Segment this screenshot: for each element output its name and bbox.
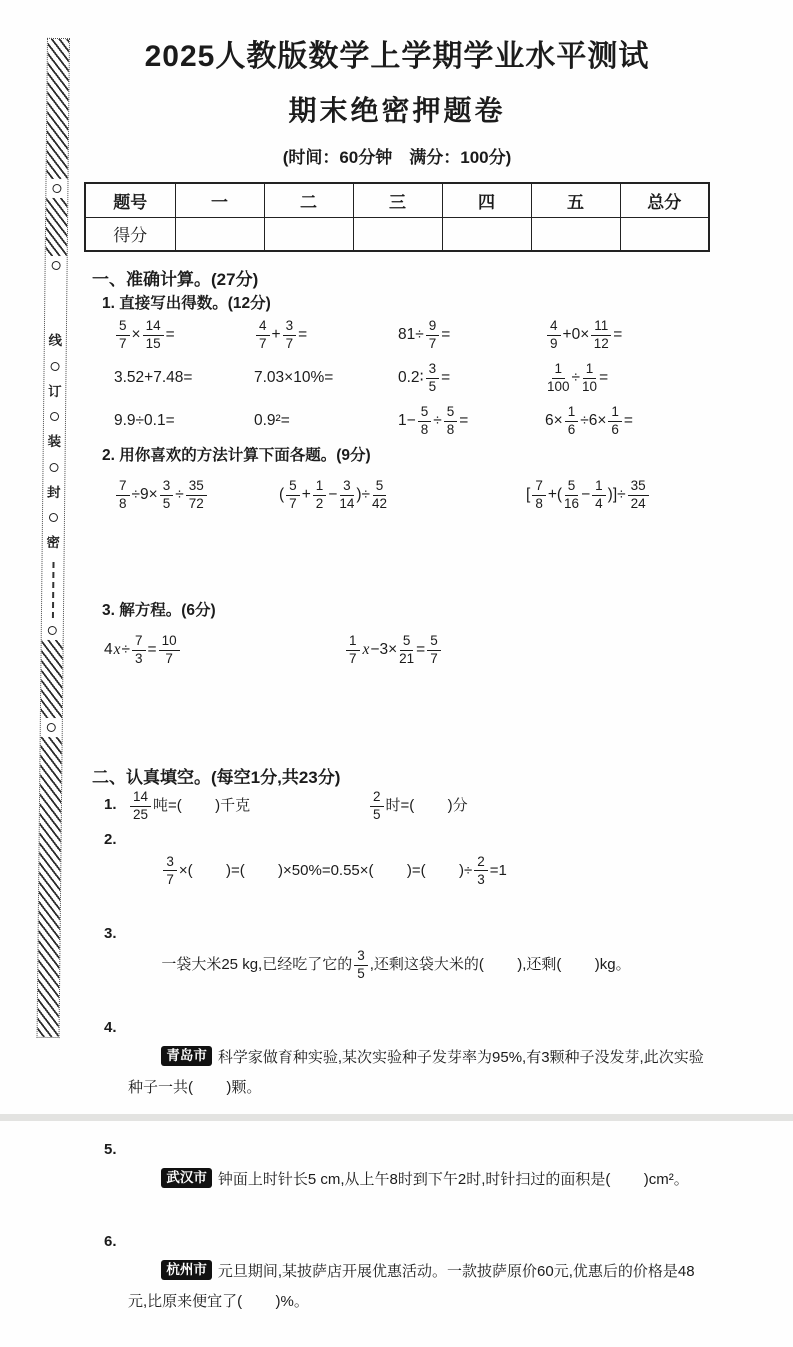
calc-expression: ( $\frac{5}{7}$ + $\frac{1}{2}$ − $\frac{3}{14}$ )÷ $\frac{5}{42}$ (279, 477, 388, 512)
question2-title: 2. 用你喜欢的方法计算下面各题。(9分) (102, 447, 371, 465)
score-cell (620, 217, 709, 251)
city-tag: 杭州市 (161, 1260, 212, 1280)
question3-title: 3. 解方程。(6分) (102, 602, 216, 620)
score-table (84, 182, 710, 252)
fill-expression: 元旦期间,某披萨店开展优惠活动。一款披萨原价60元,优惠后的价格是48元,比原来便宜了( )%。 (128, 1263, 695, 1311)
item-number: 2. (104, 830, 117, 848)
equation-row (104, 626, 710, 674)
item-number: 3. (104, 924, 117, 942)
punch-circle (49, 513, 58, 522)
dash-line (51, 561, 54, 617)
binding-strip (37, 38, 70, 1038)
score-header-cell: 总分 (620, 183, 709, 217)
fill-item-2 (84, 825, 710, 917)
city-tag: 青岛市 (161, 1046, 212, 1066)
calc-expression: $\frac{1}{100}$ ÷ $\frac{1}{10}$ = (547, 360, 609, 395)
question1-title: 1. 直接写出得数。(12分) (102, 295, 271, 313)
punch-circle (50, 412, 59, 421)
calc-expression: $\frac{5}{7}$ × $\frac{14}{15}$ = (114, 313, 254, 356)
fill-body (128, 1013, 710, 1133)
fill-body (128, 825, 710, 917)
score-header-cell: 题号 (85, 183, 175, 217)
item-number: 6. (104, 1233, 117, 1251)
exam-content (84, 0, 710, 1347)
score-header-cell: 三 (353, 183, 442, 217)
exam-info: (时间：60分钟 满分：100分) (282, 148, 512, 168)
score-table-header-row (85, 183, 709, 217)
score-table-score-row (85, 217, 709, 251)
score-cell (264, 217, 353, 251)
strip-char: 密 (46, 534, 61, 551)
strip-char: 封 (46, 484, 61, 500)
page-subtitle: 期末绝密押题卷 (288, 95, 506, 126)
strip-char: 订 (47, 383, 62, 399)
score-header-cell: 一 (175, 183, 264, 217)
score-header-cell: 五 (531, 183, 620, 217)
fill-item-6 (84, 1227, 710, 1347)
page-title: 2025人教版数学上学期学业水平测试 (144, 40, 650, 73)
strip-gap (45, 275, 67, 325)
fill-expression: 科学家做育种实验,某次实验种子发芽率为95%,有3颗种子没发芽,此次实验种子一共( )颗。 (128, 1049, 704, 1097)
punch-circle (48, 625, 57, 634)
score-cell (442, 217, 531, 251)
score-header-cell: 二 (264, 183, 353, 217)
fill-item-1 (84, 790, 710, 822)
punch-circle (49, 462, 58, 471)
equation: $\frac{1}{7}$ x−3× $\frac{5}{21}$ = $\frac{5}{7}$ (344, 626, 710, 674)
direct-calc-grid (114, 313, 710, 442)
calc-expression: 1− $\frac{5}{8}$ ÷ $\frac{5}{8}$ = (398, 403, 469, 438)
fill-body (128, 1227, 710, 1347)
city-tag: 武汉市 (161, 1168, 212, 1188)
hatch-marks (38, 736, 62, 1037)
score-cell (175, 217, 264, 251)
fill-expression: $\frac{14}{25}$ 吨=( )千克 (128, 790, 368, 822)
fill-expression: 一袋大米25 kg,已经吃了它的 $\frac{3}{5}$ ,还剩这袋大米的( ),还剩( )kg。 (161, 947, 631, 982)
hatch-marks (46, 198, 68, 256)
punch-circle (51, 361, 60, 370)
calc-expression: [ $\frac{7}{8}$ +( $\frac{5}{16}$ − $\frac{1}{4}$ )]÷ $\frac{35}{24}$ (526, 469, 710, 521)
strip-char: 装 (47, 433, 62, 450)
section1-title: 一、准确计算。(27分) (92, 270, 259, 290)
calc-expression: $\frac{4}{9}$ +0× $\frac{11}{12}$ = (545, 313, 710, 356)
equation: 4x÷ $\frac{7}{3}$ = $\frac{10}{7}$ (104, 626, 344, 674)
punch-circle (52, 184, 61, 193)
strip-char: 线 (48, 332, 63, 349)
fill-expression: $\frac{2}{5}$ 时=( )分 (368, 790, 468, 822)
score-cell (353, 217, 442, 251)
item-number: 4. (104, 1019, 117, 1037)
method-calc-row (114, 469, 710, 521)
calc-expression: 7.03×10%= (254, 369, 334, 387)
score-cell (531, 217, 620, 251)
punch-circle (47, 722, 56, 731)
section2-title: 二、认真填空。(每空1分,共23分) (92, 768, 341, 788)
fill-item-4 (84, 1013, 710, 1133)
score-header-cell: 四 (442, 183, 531, 217)
fill-expression: $\frac{3}{7}$ ×( )=( )×50%=0.55×( )=( )÷ $\frac{2}{3}$ =1 (161, 862, 506, 879)
punch-circle (52, 261, 61, 270)
fill-expression: 钟面上时针长5 cm,从上午8时到下午2时,时针扫过的面积是( )cm²。 (217, 1171, 689, 1189)
item-number: 1. (104, 796, 117, 814)
fill-item-5 (84, 1135, 710, 1225)
fill-item-3 (84, 919, 710, 1011)
score-row-label: 得分 (85, 217, 175, 251)
calc-expression: 0.9²= (254, 412, 290, 430)
fill-body (128, 1135, 710, 1225)
hatch-marks (47, 39, 69, 179)
work-space (84, 521, 710, 597)
calc-expression: 0.2∶ $\frac{3}{5}$ = (398, 360, 451, 395)
item-number: 5. (104, 1141, 117, 1159)
calc-expression: $\frac{4}{7}$ + $\frac{3}{7}$ = (254, 313, 398, 356)
hatch-marks (41, 639, 63, 717)
work-space (84, 674, 710, 750)
calc-expression: 6× $\frac{1}{6}$ ÷6× $\frac{1}{6}$ = (545, 403, 633, 438)
calc-expression: 3.52+7.48= (114, 369, 193, 387)
fill-body (128, 919, 710, 1011)
calc-expression: $\frac{7}{8}$ ÷9× $\frac{3}{5}$ ÷ $\frac{35}{72}$ (114, 469, 279, 521)
calc-expression: 9.9÷0.1= (114, 412, 175, 430)
calc-expression: 81÷ $\frac{9}{7}$ = (398, 317, 451, 352)
